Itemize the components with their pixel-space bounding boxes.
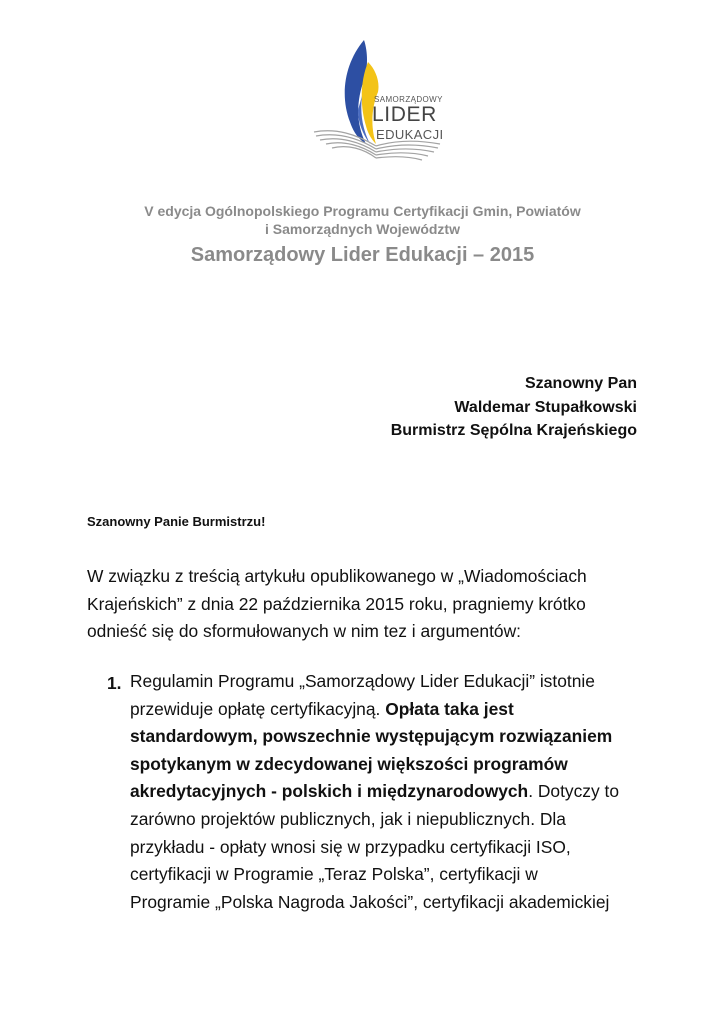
logo-text-edukacji: EDUKACJI [376, 127, 444, 142]
list-line-6: zarówno projektów publicznych, jak i niepublicznych. Dla [130, 808, 566, 829]
addressee-name: Waldemar Stupałkowski [454, 398, 637, 416]
list-line-2-bold: Opłata taka jest [385, 698, 514, 719]
salutation: Szanowny Panie Burmistrzu! [87, 514, 266, 529]
list-line-3: standardowym, powszechnie występującym rozwiązaniem [130, 726, 613, 747]
list-line-5-plain: . Dotyczy to [528, 781, 620, 802]
program-title: Samorządowy Lider Edukacji – 2015 [190, 244, 535, 266]
list-line-1: Regulamin Programu „Samorządowy Lider Edukacji” istotnie [130, 671, 595, 691]
list-line-4: spotykanym w zdecydowanej większości programów [130, 753, 568, 774]
addressee-title: Burmistrz Sępólna Krajeńskiego [390, 422, 637, 439]
program-edition-line-2: i Samorządnych Województw [265, 221, 460, 237]
program-edition-line-1: V edycja Ogólnopolskiego Programu Certyfikacji Gmin, Powiatów [144, 203, 581, 219]
list-item-number: 1. [107, 673, 122, 693]
logo-text-lider: LIDER [372, 103, 437, 126]
intro-line-3: odnieść się do sformułowanych w nim tez i argumentów: [87, 621, 521, 641]
list-line-5 [130, 778, 650, 806]
list-line-8: certyfikacji w Programie „Teraz Polska”, certyfikacji w [130, 864, 538, 885]
list-line-2 [130, 696, 650, 724]
list-line-5-bold: akredytacyjnych - polskich i międzynarodowych [130, 781, 529, 802]
list-line-2-plain: przewiduje opłatę certyfikacyjną. [130, 698, 386, 719]
list-item-body [130, 668, 650, 916]
addressee-line-1: Szanowny Pan [524, 375, 637, 392]
intro-line-1: W związku z treścią artykułu opublikowanego w „Wiadomościach [87, 566, 587, 586]
intro-line-2: Krajeńskich” z dnia 22 października 2015 roku, pragniemy krótko [87, 593, 586, 614]
logo-text-samorzadowy: SAMORZĄDOWY [374, 95, 443, 104]
list-line-9: Programie „Polska Nagroda Jakości”, certyfikacji akademickiej [130, 891, 610, 912]
intro-paragraph [87, 563, 647, 646]
list-line-7: przykładu - opłaty wnosi się w przypadku certyfikacji ISO, [130, 836, 571, 857]
addressee-block [391, 372, 637, 443]
